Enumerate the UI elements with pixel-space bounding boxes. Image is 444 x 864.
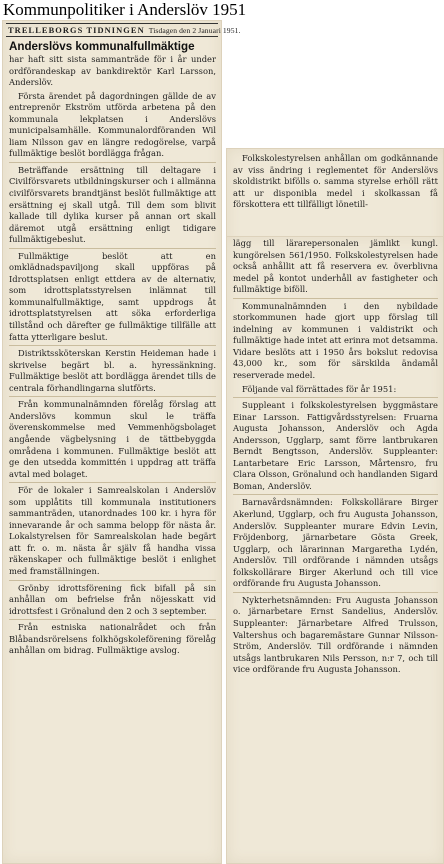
article-paragraph: Grönby idrottsförening fick bifall på sin anhållan om befrielse från nöjesskatt vid idrottsfest i Grönalund den 2 och 3 september. [9,580,216,618]
article-paragraph: lägg till lärarepersonalen jämlikt kungl. kungörelsen 561/1950. Folkskolestyrelsen hade också anhållit att få reservera ev. överblivna medel på kontot underhåll av fastigheter och fullmäktige biföll. [233,238,438,295]
issue-date: Tisdagen den 2 Januari 1951. [148,26,241,35]
article-column-left [3,53,221,657]
article-paragraph: Barnavårdsnämnden: Folkskollärare Birger Akerlund, Ugglarp, och fru Augusta Johansson, Anderslöv. Suppleanter murare Edvin Levin, Fröjdenborg, järnarbetare Gösta Greek, Ugglarp, och lärarinnan Margaretha Lydén, Anderslöv. Till ordförande i nämnden utsågs folkskollärare Birger Akerlund och till vice ordförande fru Augusta Johansson. [233,494,438,589]
article-paragraph: Fullmäktige beslöt att en omklädnadspaviljong skall uppföras på Idrottsplatsen enligt ettdera av de alternativ, som idrottsplatsstyrelsen inlämnat till kommunalfullmäktige, samt uppdrogs åt idrottsplatstyrelsen att söka erforderliga tillstånd och därefter ge fullmäktige tillfälle att fatta ytterligare beslut. [9,248,216,343]
article-paragraph: Följande val förrättades för år 1951: [242,383,397,394]
article-column-right-top [227,149,443,211]
page-title: Kommunpolitiker i Anderslöv 1951 [3,0,247,19]
newspaper-name: TRELLEBORGS TIDNINGEN [8,26,145,35]
article-paragraph: Distriktssköterskan Kerstin Heideman hade i skrivelse begärt bl. a. hyressänkning. Fullmäktige beslöt att bordlägga ärendet tills de centrala förhandlingarna slutförts. [9,345,216,394]
article-paragraph: Folkskolestyrelsen anhållan om godkännande av viss ändring i reglementet för Anderslövs skoldistrikt bifölls o. samma styrelse erhöll rätt att ur disponibla medel i skolkassan få förskottera ett tillfälligt lönetill- [233,153,438,210]
article-headline: Anderslövs kommunalfullmäktige [9,40,195,53]
article-paragraph: Från estniska nationalrådet och från Blåbandsrörelsens folkhögskoleförening förelåg anhållan om bidrag. Fullmäktige avslog. [9,619,216,657]
article-paragraph: Från kommunalnämnden förelåg förslag att Anderslövs kommun skul le träffa överenskommelse med Vemmenhögsbolaget angående vägbelysning i de tättbebyggda områdena i kommunen. Fullmäktige beslöt att ge den utsedda kommittén i uppdrag att träffa avtal med bolaget. [9,396,216,480]
newspaper-clipping-right-bottom [226,236,444,864]
newspaper-masthead [6,23,241,37]
newspaper-clipping-left [2,20,241,864]
article-paragraph: har haft sitt sista sammanträde för i år under ordförandeskap av bankdirektör Karl Larsson, Anderslöv. [9,54,216,88]
article-paragraph: För de lokaler i Samrealskolan i Anderslöv som upplåtits till kommunala institutioners sammanträden, utanordnades 100 kr. i hyra för innevarande år och samma belopp för nästa år. Lokalstyrelsen för Samrealskolan hade begärt att fr. o. m. nästa år själv få handha vissa räkenskaper och fullmäktige beslöt i enlighet med framställningen. [9,482,216,577]
article-paragraph: Nykterhetsnämnden: Fru Augusta Johansson o. järnarbetare Ernst Sandelius, Anderslöv. Suppleanter: Järnarbetare Alfred Trulsson, Valtershus och bagaremästare Gunnar Nilsson-Ström, Anderslöv. Till ordförande i nämnden utsågs lantbrukaren Nils Persson, n:r 7, och till vice ordförande fru Augusta Johansson. [233,592,438,676]
article-paragraph: Suppleant i folkskolestyrelsen byggmästare Einar Larsson. Fattigvårdsstyrelsen: Fruarna Augusta Johansson, Anderslöv och Agda Andersson, Ugglarp, samt förre lantbrukaren Berndt Bengtsson, Anderslöv. Suppleanter: Lantarbetare Eric Larsson, Mårtensro, fru Clara Olsson, Grönalund och handlanden Sigard Boman, Anderslöv. [233,397,438,492]
article-paragraph: Beträffande ersättning till deltagare i Civilförsvarets utbildningskurser och i allmänna civilförsvarets brandtjänst beslöt fullmäktige att ersättning ej skall utgå. Till dem som blivit kallade till dylika kurser på annan ort skall däremot utgå ersättning enligt tidigare fullmäktigebeslut. [9,162,216,246]
article-paragraph: Kommunalnämnden i den nybildade storkommunen hade gjort upp förslag till indelning av kommunen i valdistrikt och fullmäktige hade intet att erinra mot detsamma. Vidare beslöts att i 1950 års bokslut redovisa 43,000 kr., som för särskilda ändamål reserverade medel. [233,298,438,382]
article-column-right-bottom [227,237,443,676]
article-paragraph: Första ärendet på dagordningen gällde de av entreprenör Ekström utförda arbetena på den kommunala lekplatsen i Anderslövs municipalsamhälle. Kommunalordföranden Wil liam Nilsson gav en längre redogörelse, varpå fullmäktige beslöt bordlägga frågan. [9,90,216,159]
